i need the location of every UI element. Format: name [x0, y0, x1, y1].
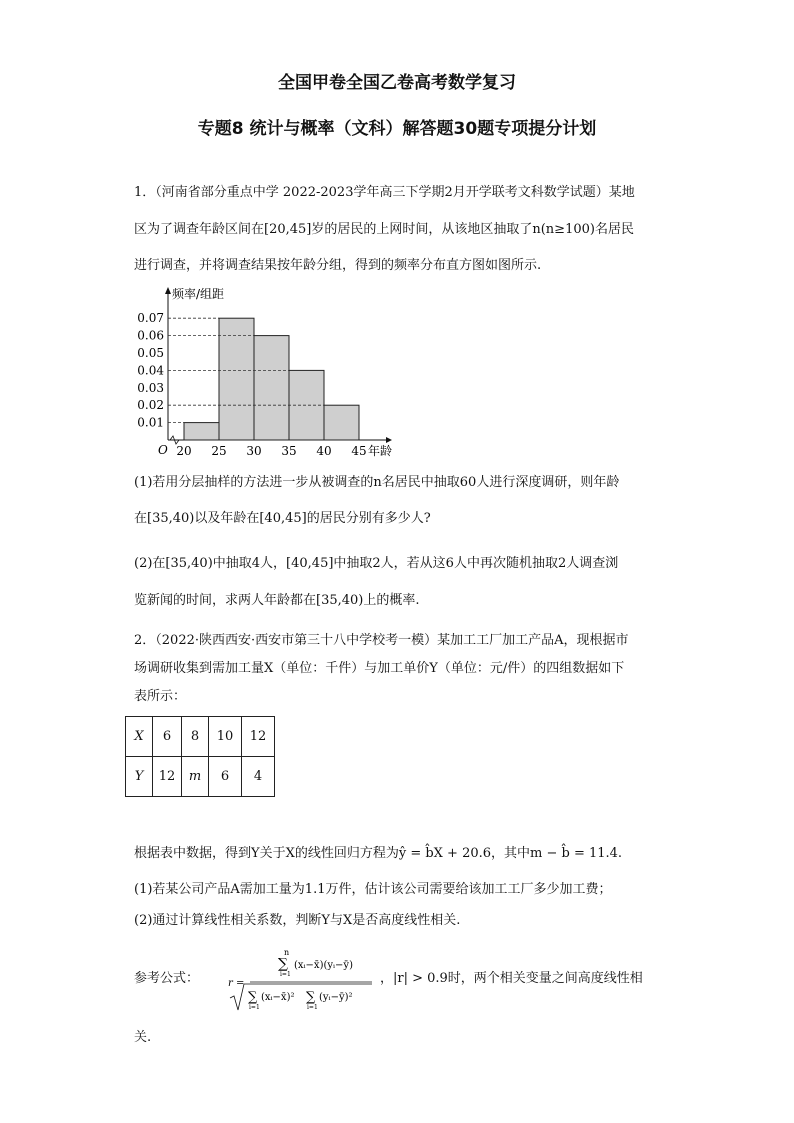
table-cell: X — [126, 717, 153, 757]
histogram-bar — [324, 405, 359, 440]
q2-sub2: (2)通过计算线性相关系数，判断Y与X是否高度线性相关. — [134, 913, 461, 928]
q1-sub1-line1: (1)若用分层抽样的方法进一步从被调查的n名居民中抽取60人进行深度调研，则年龄 — [134, 475, 620, 490]
y-axis-arrow — [165, 287, 171, 294]
correlation-formula — [226, 946, 376, 1016]
y-tick-label: 0.06 — [137, 328, 164, 343]
y-tick-label: 0.02 — [137, 398, 164, 413]
table-cell: 4 — [242, 757, 275, 797]
svg-text:∑: ∑ — [278, 956, 288, 972]
table-cell: 12 — [153, 757, 182, 797]
svg-text:(xᵢ−x̄)(yᵢ−ȳ): (xᵢ−x̄)(yᵢ−ȳ) — [294, 960, 353, 971]
y-axis-label: 频率/组距 — [172, 287, 225, 301]
svg-text:n: n — [284, 948, 290, 957]
svg-text:i=1: i=1 — [249, 1004, 260, 1011]
ref-formula-tail: ，|r| > 0.9时，两个相关变量之间高度线性相 — [380, 971, 643, 986]
origin-label: O — [158, 443, 168, 457]
svg-text:(xᵢ−x̄)²: (xᵢ−x̄)² — [261, 992, 295, 1003]
page-title: 全国甲卷全国乙卷高考数学复习 — [278, 73, 516, 93]
table-row — [126, 757, 275, 797]
x-tick-label: 45 — [351, 444, 367, 458]
q1-stem-line2: 区为了调查年龄区间在[20,45]岁的居民的上网时间，从该地区抽取了n(n≥100)名居民 — [134, 222, 634, 237]
q1-stem-line1: 1．（河南省部分重点中学 2022-2023学年高三下学期2月开学联考文科数学试题）某地 — [134, 185, 635, 200]
table-cell: 6 — [209, 757, 242, 797]
x-axis-arrow — [386, 437, 392, 443]
table-cell: 10 — [209, 717, 242, 757]
x-tick-label: 40 — [316, 444, 332, 458]
y-tick-label: 0.01 — [137, 415, 164, 430]
table-cell: m — [182, 757, 209, 797]
q1-sub1-line2: 在[35,40)以及年龄在[40,45]的居民分别有多少人? — [134, 511, 431, 526]
x-tick-label: 20 — [176, 444, 192, 458]
q2-regression-line: 根据表中数据，得到Y关于X的线性回归方程为ŷ = b̂X + 20.6，其中m − b̂ = 11.4. — [134, 846, 623, 861]
svg-text:(yᵢ−ȳ)²: (yᵢ−ȳ)² — [319, 992, 353, 1003]
ref-formula-last: 关. — [134, 1030, 152, 1045]
table-cell: 6 — [153, 717, 182, 757]
y-tick-label: 0.07 — [137, 311, 164, 326]
y-tick-label: 0.05 — [137, 346, 164, 360]
table-cell: 12 — [242, 717, 275, 757]
table-cell: 8 — [182, 717, 209, 757]
page-subtitle: 专题8 统计与概率（文科）解答题30题专项提分计划 — [197, 119, 597, 139]
svg-text:i=1: i=1 — [307, 1004, 318, 1011]
q2-stem-line2: 场调研收集到需加工量X（单位：千件）与加工单价Y（单位：元/件）的四组数据如下 — [134, 661, 625, 676]
svg-text:∑: ∑ — [248, 990, 258, 1005]
x-tick-label: 35 — [281, 444, 297, 458]
q2-sub1: (1)若某公司产品A需加工量为1.1万件，估计该公司需要给该加工工厂多少加工费； — [134, 882, 612, 897]
q2-stem-line1: 2．（2022·陕西西安·西安市第三十八中学校考一模）某加工工厂加工产品A，现根据市 — [134, 633, 629, 648]
ref-formula-label: 参考公式： — [134, 971, 200, 986]
q1-sub2-line2: 览新闻的时间，求两人年龄都在[35,40)上的概率. — [134, 593, 420, 608]
histogram-bar — [254, 336, 289, 440]
table-cell: Y — [126, 757, 153, 797]
data-table — [125, 716, 275, 797]
q2-stem-line3: 表所示： — [134, 689, 187, 704]
y-tick-label: 0.04 — [137, 363, 164, 378]
x-tick-label: 25 — [211, 444, 227, 458]
histogram-bar — [184, 423, 219, 440]
frequency-histogram — [128, 282, 408, 462]
svg-text:∑: ∑ — [306, 990, 316, 1005]
svg-text:i=1: i=1 — [280, 971, 291, 978]
x-tick-label: 30 — [246, 444, 262, 458]
histogram-bar — [219, 318, 254, 440]
table-row — [126, 717, 275, 757]
q1-sub2-line1: (2)在[35,40)中抽取4人，[40,45]中抽取2人，若从这6人中再次随机抽取2人调查浏 — [134, 556, 619, 571]
svg-text:r =: r = — [228, 978, 245, 989]
x-axis-label: 年龄 — [368, 444, 393, 458]
q1-stem-line3: 进行调查，并将调查结果按年龄分组，得到的频率分布直方图如图所示. — [134, 258, 542, 273]
y-tick-label: 0.03 — [137, 380, 164, 395]
